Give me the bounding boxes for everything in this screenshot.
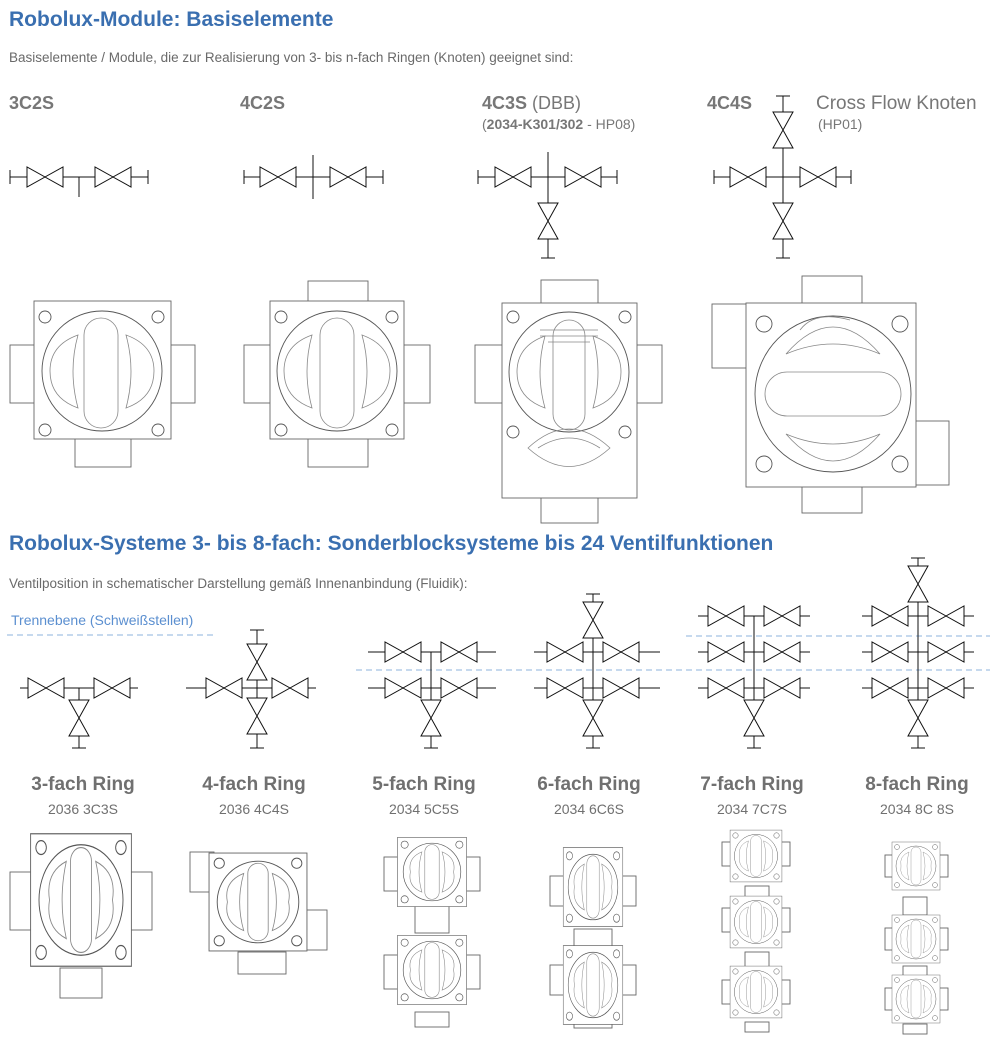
module-code-4c2s: 4C2S (240, 93, 286, 113)
schematic-4c2s (244, 155, 383, 199)
section1-subtitle: Basiselemente / Module, die zur Realisierung von 3- bis n-fach Ringen (Knoten) geeignet sind: (9, 50, 574, 65)
schematic-4c4s (714, 96, 851, 258)
ring-part-7: 2034 7C7S (716, 801, 788, 817)
ring-drawing-6 (550, 848, 636, 1028)
section2-subtitle: Ventilposition in schematischer Darstellung gemäß Innenanbindung (Fluidik): (9, 576, 468, 591)
ring-name-6: 6-fach Ring (537, 774, 641, 795)
module-4c3s-hp: - HP08 (583, 116, 631, 132)
ring-name-4: 4-fach Ring (202, 774, 306, 795)
ring-schematic-3 (20, 678, 138, 748)
drawing-3c2s (10, 301, 195, 467)
section1-title: Robolux-Module: Basiselemente (9, 8, 334, 31)
trennebene-label: Trennebene (Schweißstellen) (11, 612, 194, 628)
ring-part-3: 2036 3C3S (47, 801, 119, 817)
ring-name-5: 5-fach Ring (372, 774, 476, 795)
cross-flow-label: Cross Flow Knoten (816, 93, 977, 114)
ring-drawing-3 (10, 834, 152, 998)
section2-title: Robolux-Systeme 3- bis 8-fach: Sonderblocksysteme bis 24 Ventilfunktionen (9, 532, 774, 555)
ring-drawing-8 (885, 842, 948, 1034)
ring-part-8: 2034 8C 8S (880, 801, 954, 817)
module-dbb-suffix: (DBB) (527, 93, 582, 113)
ring-drawing-7 (722, 830, 790, 1032)
ring-schematic-5 (368, 642, 496, 748)
ring-part-4: 2036 4C4S (218, 801, 290, 817)
ring-schematic-4 (186, 630, 316, 748)
module-code-3c2s: 3C2S (9, 93, 55, 113)
ring-drawing-4 (190, 852, 327, 974)
module-code-4c3s-text: 4C3S (482, 93, 528, 113)
drawing-4c3s (475, 280, 662, 523)
cross-flow-note: (HP01) (818, 116, 863, 132)
schematic-3c2s (10, 167, 148, 197)
ring-part-5: 2034 5C5S (388, 801, 460, 817)
drawing-4c4s (712, 276, 949, 513)
ring-schematic-6 (534, 594, 660, 748)
ring-name-8: 8-fach Ring (865, 774, 969, 795)
module-code-4c4s: 4C4S (707, 93, 753, 113)
module-4c3s-part-number: 2034-K301/302 (486, 116, 584, 132)
ring-name-7: 7-fach Ring (700, 774, 804, 795)
ring-name-3: 3-fach Ring (31, 774, 135, 795)
module-4c3s-note: (2034-K301/302 - HP08) (482, 116, 636, 132)
ring-drawing-5 (384, 837, 480, 1027)
ring-part-6: 2034 6C6S (553, 801, 625, 817)
ring-schematic-8 (862, 558, 974, 748)
schematic-4c3s (478, 152, 617, 258)
drawing-4c2s (244, 281, 430, 467)
ring-schematic-7 (698, 606, 810, 748)
